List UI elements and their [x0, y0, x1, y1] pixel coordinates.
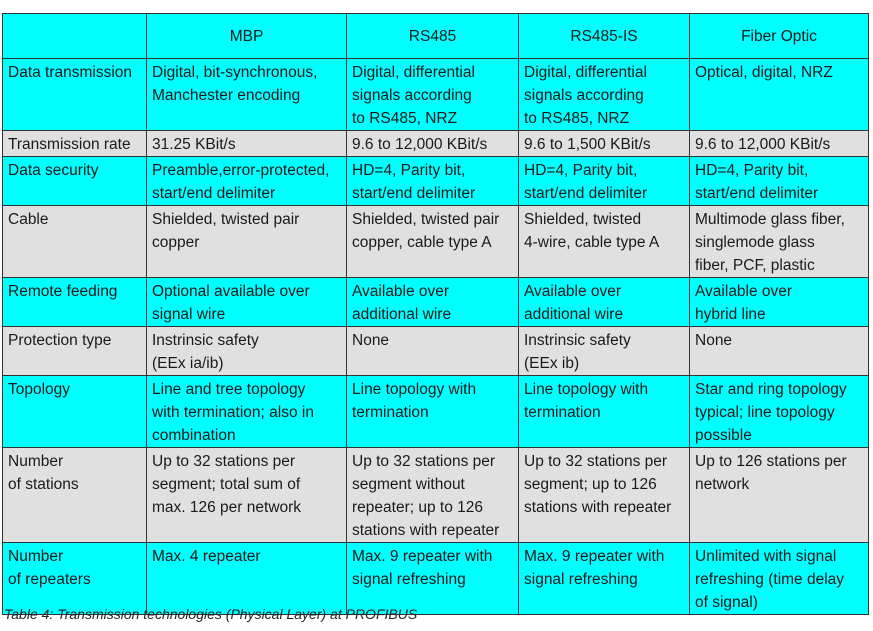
- cell-rs485-is: Digital, differential signals according to RS485, NRZ: [519, 59, 690, 131]
- row-label: Number of repeaters: [3, 543, 147, 615]
- cell-mbp: Shielded, twisted pair copper: [147, 206, 347, 278]
- cell-fiber-optic: Optical, digital, NRZ: [690, 59, 869, 131]
- cell-fiber-optic: None: [690, 327, 869, 376]
- cell-mbp: 31.25 KBit/s: [147, 131, 347, 157]
- header-cell-empty: [3, 14, 147, 59]
- cell-rs485: Shielded, twisted pair copper, cable type A: [347, 206, 519, 278]
- cell-rs485-is: HD=4, Parity bit, start/end delimiter: [519, 157, 690, 206]
- row-label: Topology: [3, 376, 147, 448]
- cell-rs485: None: [347, 327, 519, 376]
- row-number-of-repeaters: [3, 543, 869, 615]
- header-row: [3, 14, 869, 59]
- cell-rs485: 9.6 to 12,000 KBit/s: [347, 131, 519, 157]
- cell-fiber-optic: Available over hybrid line: [690, 278, 869, 327]
- cell-fiber-optic: Star and ring topology typical; line topology possible: [690, 376, 869, 448]
- cell-fiber-optic: 9.6 to 12,000 KBit/s: [690, 131, 869, 157]
- row-label: Remote feeding: [3, 278, 147, 327]
- cell-rs485-is: Available over additional wire: [519, 278, 690, 327]
- cell-mbp: Digital, bit-synchronous, Manchester encoding: [147, 59, 347, 131]
- row-transmission-rate: [3, 131, 869, 157]
- row-remote-feeding: [3, 278, 869, 327]
- cell-mbp: Max. 4 repeater: [147, 543, 347, 615]
- cell-rs485: Available over additional wire: [347, 278, 519, 327]
- cell-rs485-is: Max. 9 repeater with signal refreshing: [519, 543, 690, 615]
- row-label: Cable: [3, 206, 147, 278]
- transmission-technologies-table: [2, 13, 869, 615]
- header-mbp: MBP: [147, 14, 347, 59]
- cell-rs485: Digital, differential signals according to RS485, NRZ: [347, 59, 519, 131]
- cell-fiber-optic: Up to 126 stations per network: [690, 448, 869, 543]
- cell-rs485-is: Instrinsic safety (EEx ib): [519, 327, 690, 376]
- cell-rs485-is: Up to 32 stations per segment; up to 126 stations with repeater: [519, 448, 690, 543]
- cell-mbp: Line and tree topology with termination; also in combination: [147, 376, 347, 448]
- cell-fiber-optic: Unlimited with signal refreshing (time delay of signal): [690, 543, 869, 615]
- row-cable: [3, 206, 869, 278]
- cell-rs485-is: Line topology with termination: [519, 376, 690, 448]
- row-topology: [3, 376, 869, 448]
- row-label: Data transmission: [3, 59, 147, 131]
- row-label: Transmission rate: [3, 131, 147, 157]
- header-rs485: RS485: [347, 14, 519, 59]
- row-data-security: [3, 157, 869, 206]
- header-rs485-is: RS485-IS: [519, 14, 690, 59]
- cell-mbp: Preamble,error-protected, start/end delimiter: [147, 157, 347, 206]
- cell-rs485: Line topology with termination: [347, 376, 519, 448]
- header-fiber-optic: Fiber Optic: [690, 14, 869, 59]
- row-number-of-stations: [3, 448, 869, 543]
- table-caption: Table 4: Transmission technologies (Physical Layer) at PROFIBUS: [4, 606, 418, 622]
- cell-mbp: Instrinsic safety (EEx ia/ib): [147, 327, 347, 376]
- row-data-transmission: [3, 59, 869, 131]
- cell-fiber-optic: HD=4, Parity bit, start/end delimiter: [690, 157, 869, 206]
- row-label: Data security: [3, 157, 147, 206]
- cell-mbp: Optional available over signal wire: [147, 278, 347, 327]
- cell-rs485-is: 9.6 to 1,500 KBit/s: [519, 131, 690, 157]
- cell-rs485-is: Shielded, twisted 4-wire, cable type A: [519, 206, 690, 278]
- row-label: Number of stations: [3, 448, 147, 543]
- cell-rs485: Up to 32 stations per segment without repeater; up to 126 stations with repeater: [347, 448, 519, 543]
- row-protection-type: [3, 327, 869, 376]
- cell-rs485: Max. 9 repeater with signal refreshing: [347, 543, 519, 615]
- cell-fiber-optic: Multimode glass fiber, singlemode glass fiber, PCF, plastic: [690, 206, 869, 278]
- row-label: Protection type: [3, 327, 147, 376]
- cell-mbp: Up to 32 stations per segment; total sum of max. 126 per network: [147, 448, 347, 543]
- cell-rs485: HD=4, Parity bit, start/end delimiter: [347, 157, 519, 206]
